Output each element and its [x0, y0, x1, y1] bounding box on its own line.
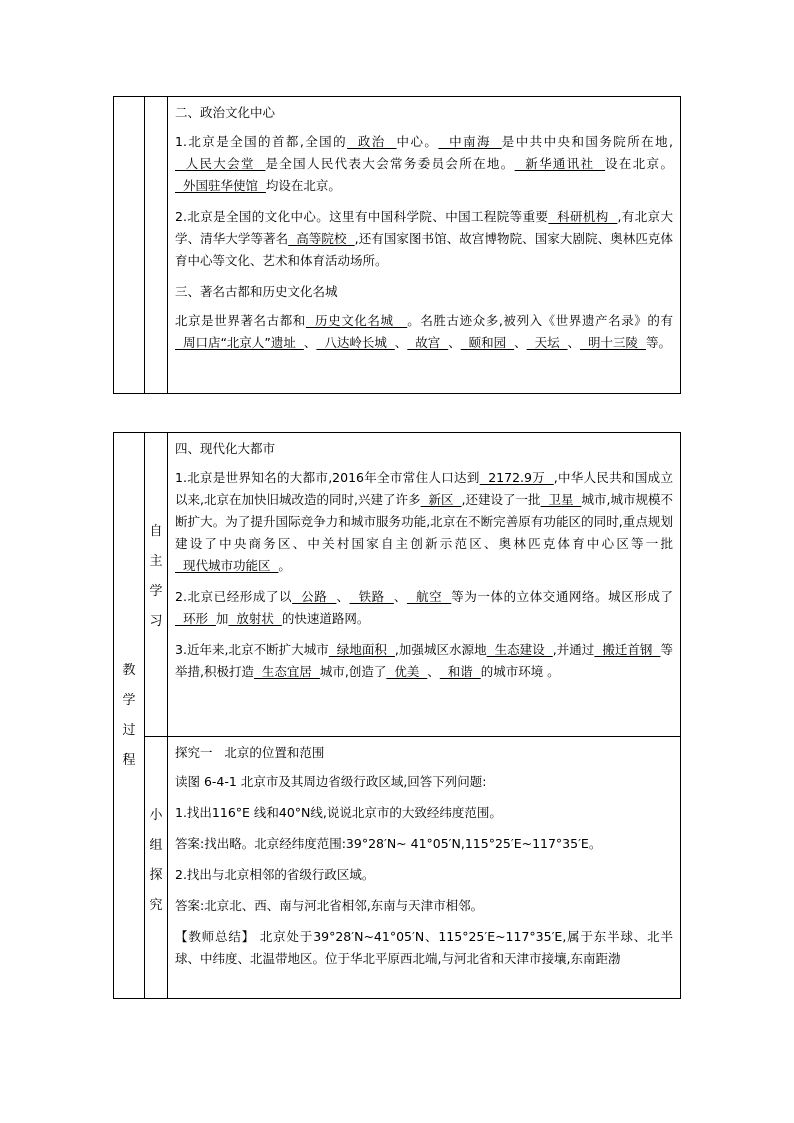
answer-blank: 新华通讯社: [514, 156, 606, 171]
text: 的城市环境 。: [480, 664, 560, 679]
text: ,中华人民共和国成立以来,北京在加快旧城改造的同时,兴建了许多: [175, 470, 673, 507]
text: 1.北京是世界知名的大都市,2016年全市常住人口达到: [175, 470, 480, 485]
text: 、: [514, 335, 527, 350]
text: 等。: [645, 335, 671, 350]
answer-blank: 生态宜居: [253, 664, 320, 679]
answer-blank: 卫星: [540, 492, 582, 507]
answer-blank: 外国驻华使馆: [175, 178, 266, 193]
answer-blank: 现代城市功能区: [175, 558, 279, 573]
section-heading: 四、现代化大都市: [175, 441, 276, 456]
text: 1.北京是全国的首都,全国的: [175, 134, 348, 149]
paragraph: [175, 639, 673, 683]
summary-tag: 【教师总结】: [175, 929, 256, 944]
text: 城市,创造了: [319, 664, 387, 679]
answer-blank: 铁路: [349, 589, 394, 604]
label-char: 过: [122, 722, 136, 738]
answer-blank: 历史文化名城: [305, 313, 408, 328]
text: 、: [336, 589, 350, 604]
label-char: 习: [149, 614, 163, 629]
label-char: 教: [122, 662, 136, 678]
text: 、: [567, 335, 581, 350]
text: 等为一体的立体交通网络。城区形成了: [451, 589, 673, 604]
side-cell-empty: [114, 97, 145, 394]
answer-blank: 高等院校: [288, 231, 355, 246]
text: 加: [215, 611, 229, 626]
text: 、: [427, 664, 440, 679]
answer-blank: 中南海: [438, 134, 502, 149]
label-char: 程: [122, 752, 136, 768]
text: 、: [448, 335, 461, 350]
text: ,并通过: [552, 642, 595, 657]
label-char: 学: [149, 584, 163, 599]
lesson-table-lower: [113, 432, 681, 999]
content-cell-group-inquiry: [168, 737, 681, 999]
question-2: 2.找出与北京相邻的省级行政区域。: [175, 867, 375, 882]
answer-blank: 故宫: [407, 335, 449, 350]
text: ,还建设了一批: [461, 492, 541, 507]
answer-blank: 周口店“北京人”遗址: [175, 335, 304, 350]
answer-blank: 放射状: [228, 611, 282, 626]
summary-text: 北京处于39°28′N~41°05′N、115°25′E~117°35′E,属于东半球、北半球、中纬度、北温带地区。位于华北平原西北端,与河北省和天津市接壤,东南距渤: [175, 929, 673, 966]
text: ,有北京大学、清华大学等著名: [175, 209, 673, 246]
text: 设在北京。: [605, 156, 673, 171]
paragraph: [175, 131, 673, 197]
label-char: 主: [149, 554, 163, 569]
section-heading: 二、政治文化中心: [175, 105, 276, 120]
answer-blank: 环形: [175, 611, 216, 626]
answer-1: 答案:找出略。北京经纬度范围:39°28′N~ 41°05′N,115°25′E~117°35′E。: [175, 836, 602, 851]
answer-blank: 新区: [420, 492, 462, 507]
answer-blank: 2172.9万: [479, 470, 554, 485]
answer-blank: 人民大会堂: [175, 156, 266, 171]
text: 北京是世界著名古都和: [175, 313, 306, 328]
text: 、: [393, 589, 407, 604]
text: 城市,城市规模不断扩大。为了提升国际竞争力和城市服务功能,北京在不断完善原有功能区的同时,重点规划建设了中央商务区、中关村国家自主创新示范区、奥林匹克体育中心区等一批: [175, 492, 673, 551]
text: 、: [303, 335, 317, 350]
label-char: 自: [149, 524, 163, 539]
text: 的快速道路网。: [281, 611, 370, 626]
text: 等举措,积极打造: [175, 642, 673, 679]
answer-blank: 绿地面积: [328, 642, 395, 657]
text: 是全国人民代表大会常务委员会所在地。: [265, 156, 515, 171]
answer-blank: 科研机构: [548, 209, 618, 224]
inquiry-intro: 读图 6-4-1 北京市及其周边省级行政区域,回答下列问题:: [175, 774, 487, 789]
answer-blank: 明十三陵: [580, 335, 646, 350]
text: 中心。: [396, 134, 439, 149]
text: 均设在北京。: [265, 178, 341, 193]
answer-blank: 颐和园: [460, 335, 515, 350]
text: 、: [394, 335, 408, 350]
text: 2.北京已经形成了以: [175, 589, 293, 604]
paragraph: [175, 586, 673, 630]
paragraph: [175, 310, 673, 354]
answer-blank: 公路: [292, 589, 337, 604]
side-cell-empty-2: [145, 97, 168, 394]
text: 3.近年来,北京不断扩大城市: [175, 642, 329, 657]
inquiry-heading: 探究一 北京的位置和范围: [175, 745, 325, 760]
answer-blank: 八达岭长城: [316, 335, 395, 350]
text: 。名胜古迹众多,被列入《世界遗产名录》的有: [407, 313, 673, 328]
question-1: 1.找出116°E 线和40°N线,说说北京市的大致经纬度范围。: [175, 805, 502, 820]
paragraph: [175, 206, 673, 272]
text: 2.北京是全国的文化中心。这里有中国科学院、中国工程院等重要: [175, 209, 549, 224]
text: 是中共中央和国务院所在地,: [501, 134, 673, 149]
content-cell-upper: [168, 97, 681, 394]
answer-blank: 搬迁首钢: [594, 642, 661, 657]
answer-blank: 和谐: [439, 664, 481, 679]
self-study-label: [145, 433, 168, 737]
label-char: 小: [149, 808, 163, 823]
label-char: 探: [149, 868, 163, 883]
label-char: 学: [122, 692, 136, 708]
label-char: 究: [149, 898, 163, 913]
teacher-summary: [175, 926, 673, 970]
answer-blank: 天坛: [526, 335, 568, 350]
answer-blank: 航空: [406, 589, 452, 604]
group-inquiry-label: [145, 737, 168, 999]
answer-2: 答案:北京北、西、南与河北省相邻,东南与天津市相邻。: [175, 898, 484, 913]
answer-blank: 政治: [347, 134, 397, 149]
lesson-table-upper: [113, 96, 681, 394]
content-cell-self-study: [168, 433, 681, 737]
teaching-process-label: [114, 433, 145, 999]
section-heading: 三、著名古都和历史文化名城: [175, 284, 338, 299]
text: ,加强城区水源地: [394, 642, 487, 657]
answer-blank: 生态建设: [486, 642, 553, 657]
answer-blank: 优美: [386, 664, 428, 679]
text: 。: [278, 558, 291, 573]
label-char: 组: [149, 838, 163, 853]
text: ,还有国家图书馆、故宫博物院、国家大剧院、奥林匹克体育中心等文化、艺术和体育活动场所。: [175, 231, 673, 268]
paragraph: [175, 467, 673, 577]
